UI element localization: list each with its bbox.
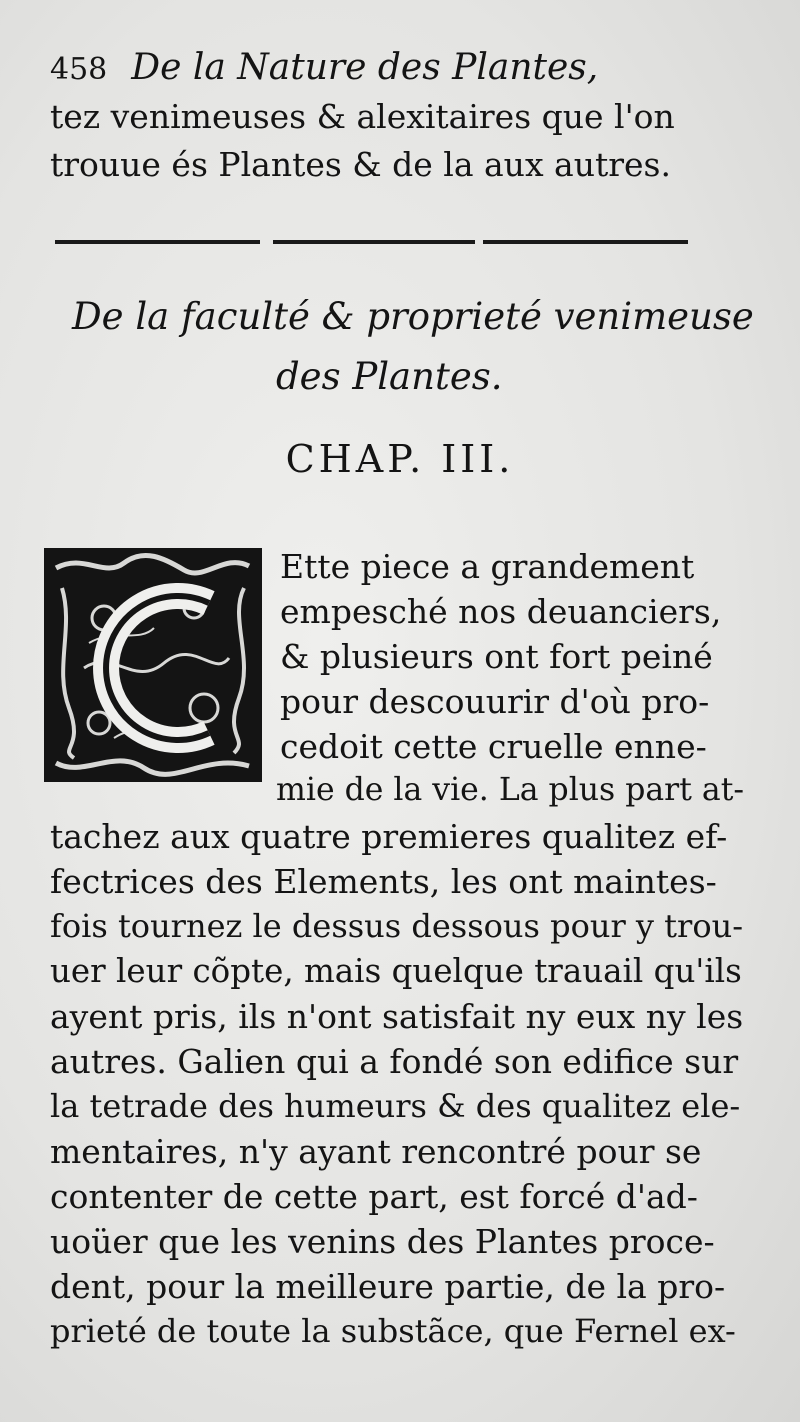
paragraph-line-15: contenter de cette part, est forcé d'ad-: [50, 1177, 698, 1216]
ornate-drop-cap: [44, 548, 262, 782]
paragraph-line-1: Ette piece a grandement: [280, 547, 695, 586]
ornamental-rule-center: [273, 240, 475, 244]
chapter-heading: CHAP. III.: [285, 437, 515, 481]
paragraph-line-7: tachez aux quatre premieres qualitez ef-: [50, 817, 728, 856]
paragraph-line-13: la tetrade des humeurs & des qualitez ele-: [50, 1087, 741, 1125]
preceding-text-line-2: trouue és Plantes & de la aux autres.: [50, 145, 671, 184]
paragraph-line-11: ayent pris, ils n'ont satisfait ny eux ny les: [50, 997, 744, 1036]
preceding-text-line-1: tez venimeuses & alexitaires que l'on: [50, 97, 675, 136]
ornamental-rule-left: [55, 240, 260, 244]
paragraph-line-5: cedoit cette cruelle enne-: [280, 727, 707, 766]
section-title-line-1: De la faculté & proprieté venimeuse: [72, 295, 754, 338]
paragraph-line-8: fectrices des Elements, les ont maintes-: [50, 862, 717, 901]
paragraph-line-18: prieté de toute la substãce, que Fernel ex-: [50, 1312, 736, 1350]
paragraph-line-2: empesché nos deuanciers,: [280, 592, 722, 631]
paragraph-line-17: dent, pour la meilleure partie, de la pro-: [50, 1267, 726, 1306]
ornamental-rule-right: [483, 240, 688, 244]
paragraph-line-14: mentaires, n'y ayant rencontré pour se: [50, 1132, 702, 1171]
running-title: De la Nature des Plantes,: [131, 47, 599, 88]
page-header: [50, 47, 599, 88]
paragraph-line-16: uoüer que les venins des Plantes proce-: [50, 1222, 715, 1261]
paragraph-line-10: uer leur cõpte, mais quelque trauail qu'ils: [50, 952, 742, 990]
section-title-line-2: des Plantes.: [276, 355, 503, 398]
drop-cap-woodcut-icon: [44, 548, 262, 782]
paragraph-line-6: mie de la vie. La plus part at-: [276, 772, 744, 808]
page-number: 458: [50, 52, 108, 87]
paragraph-line-9: fois tournez le dessus dessous pour y trou-: [50, 907, 744, 945]
paragraph-line-3: & plusieurs ont fort peiné: [280, 637, 713, 676]
paragraph-line-4: pour descouurir d'où pro-: [280, 682, 710, 721]
paragraph-line-12: autres. Galien qui a fondé son edifice sur: [50, 1042, 739, 1081]
